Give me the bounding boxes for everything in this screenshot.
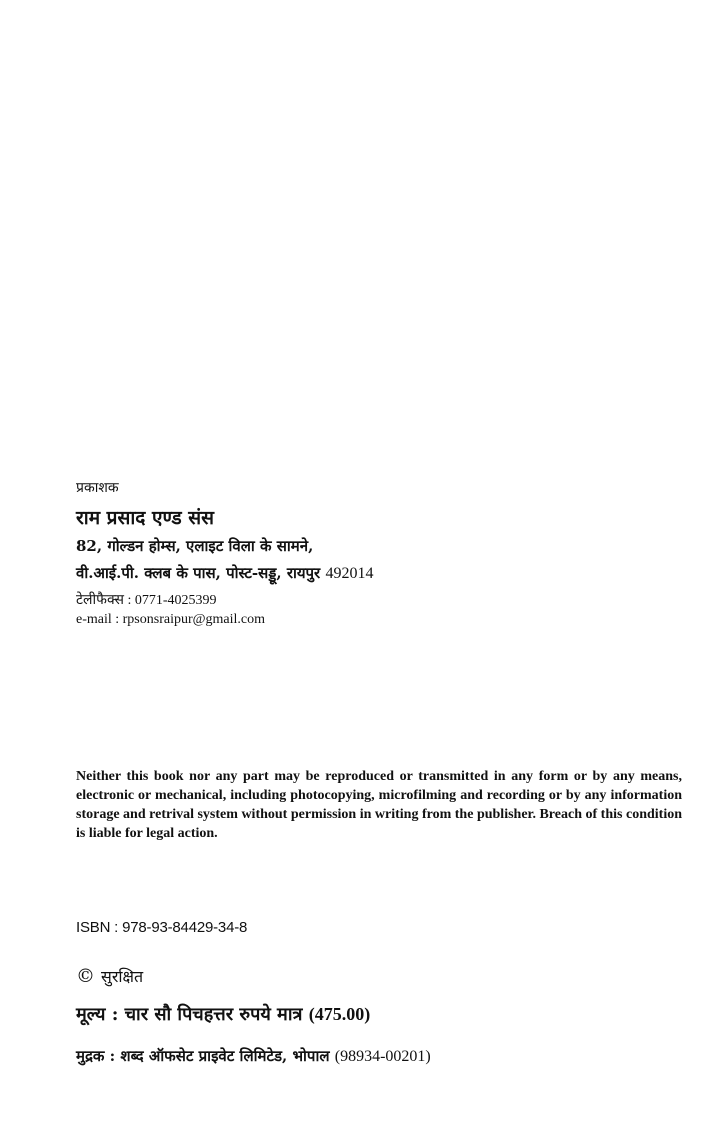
address-line-2-text: वी.आई.पी. क्लब के पास, पोस्ट-सड्डू, रायपुर bbox=[76, 564, 321, 582]
printer-text: मुद्रक : शब्द ऑफसेट प्राइवेट लिमिटेड, भोपाल bbox=[76, 1047, 330, 1065]
price bbox=[76, 1002, 370, 1026]
price-text: मूल्य : चार सौ पिचहत्तर रुपये मात्र bbox=[76, 1004, 303, 1025]
copyright-notice: Neither this book nor any part may be reproduced or transmitted in any form or by any means, electronic or mechanical, including photocopying, microfilming and recording or by any information storage and retrival system without permission in writing from the publisher. Breach of this condition is liable for legal action. bbox=[76, 769, 682, 841]
price-amount: (475.00) bbox=[308, 1004, 371, 1024]
rights-text: सुरक्षित bbox=[101, 967, 144, 986]
printer-phone: (98934-00201) bbox=[334, 1048, 431, 1065]
copyright-symbol: © bbox=[76, 965, 95, 987]
address-line-1: 82, गोल्डन होम्स, एलाइट विला के सामने, bbox=[76, 537, 314, 555]
address-line-2 bbox=[76, 563, 373, 583]
publisher-name: राम प्रसाद एण्ड संस bbox=[76, 507, 214, 529]
email: e-mail : rpsonsraipur@gmail.com bbox=[76, 612, 266, 627]
pincode: 492014 bbox=[325, 565, 374, 582]
rights-reserved bbox=[76, 965, 143, 987]
publisher-label: प्रकाशक bbox=[76, 480, 119, 496]
telefax: टेलीफैक्स : 0771-4025399 bbox=[76, 593, 217, 608]
isbn: ISBN : 978-93-84429-34-8 bbox=[76, 919, 248, 936]
printer bbox=[76, 1046, 431, 1066]
